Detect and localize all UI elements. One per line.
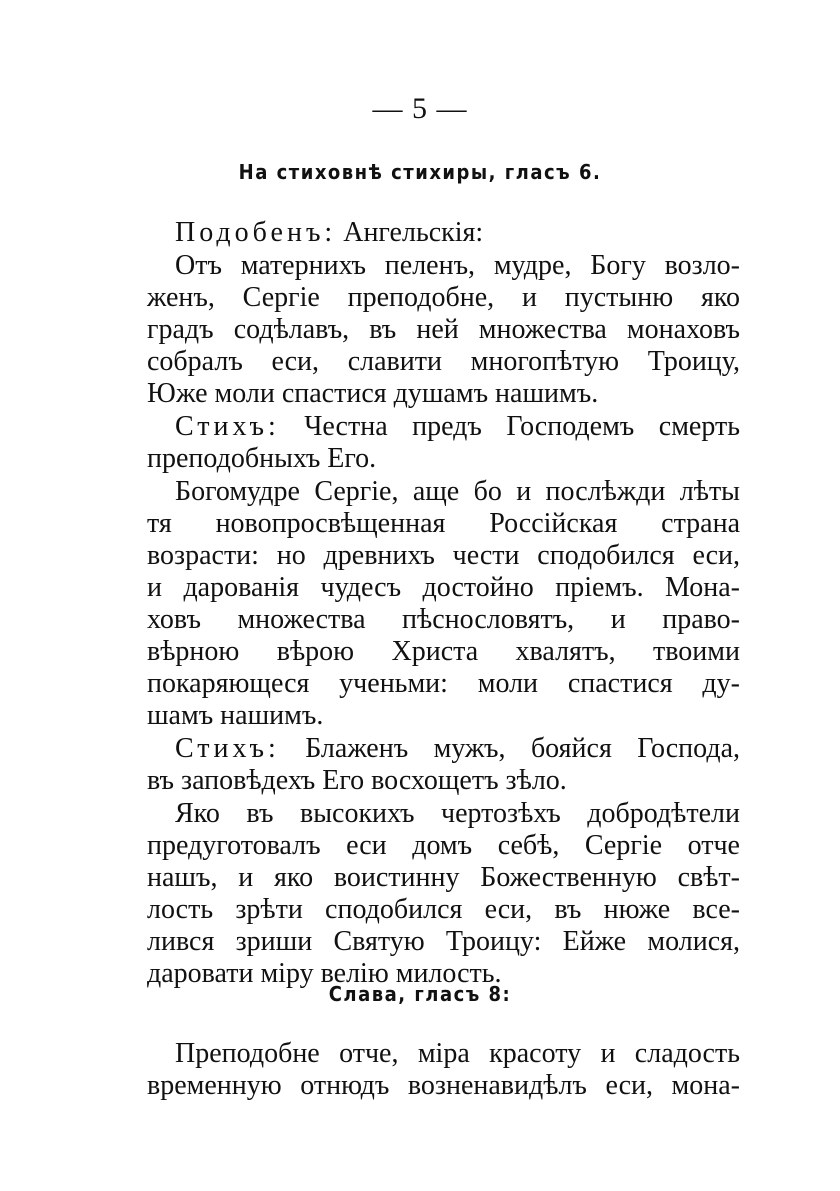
text-line: шамъ нашимъ.	[147, 700, 324, 731]
verse-label: Стихъ:	[175, 411, 280, 442]
section-heading-stikhiry: На стиховнѣ стихиры, гласъ 6.	[238, 160, 602, 184]
text-line: собралъ еси, славити многопѣтую Троицу,	[147, 346, 740, 377]
text-line: покаряющеся ученьми: моли спастися ду-	[147, 668, 740, 699]
verse-text: Блаженъ мужъ, бояйся Господа,	[305, 733, 740, 764]
text-line: лость зрѣти сподобился еси, въ нюже все-	[147, 894, 740, 925]
text-line: Преподобне отче, міра красоту и сладость	[175, 1038, 740, 1069]
verse-line: преподобныхъ Его.	[147, 443, 377, 474]
text-line: Богомудре Сергіе, аще бо и послѣжди лѣты	[175, 476, 740, 507]
podoben-label: Подобенъ:	[175, 217, 337, 248]
text-line: и дарованія чудесъ достойно пріемъ. Мона-	[147, 572, 740, 603]
text-line: Яко въ высокихъ чертозѣхъ добродѣтели	[175, 798, 740, 829]
page-number: — 5 —	[372, 92, 468, 125]
text-line: тя новопросвѣщенная Россійская страна	[147, 508, 740, 539]
text-line: временную отнюдъ возненавидѣлъ еси, мона-	[147, 1070, 740, 1101]
text-line: лився зриши Святую Троицу: Ейже молися,	[147, 926, 740, 957]
text-line: Юже моли спастися душамъ нашимъ.	[147, 378, 599, 409]
text-line: женъ, Сергіе преподобне, и пустыню яко	[147, 282, 740, 313]
text-line: ховъ множества пѣснословятъ, и право-	[147, 604, 740, 635]
verse-text: Честна предъ Господемъ смерть	[304, 411, 740, 442]
verse-line	[175, 409, 740, 445]
text-line: нашъ, и яко воистинну Божественную свѣт-	[147, 862, 740, 893]
verse-label: Стихъ:	[175, 733, 280, 764]
podoben-line	[175, 215, 740, 251]
text-line: Отъ матернихъ пеленъ, мудре, Богу возло-	[175, 250, 740, 281]
section-heading-slava: Слава, гласъ 8:	[328, 982, 512, 1006]
verse-line	[175, 731, 740, 767]
text-line: предуготовалъ еси домъ себѣ, Сергіе отче	[147, 830, 740, 861]
text-line: возрасти: но древнихъ чести сподобился еси,	[147, 540, 740, 571]
podoben-text: Ангельскія:	[343, 217, 484, 248]
text-line: вѣрною вѣрою Христа хвалятъ, твоими	[147, 636, 740, 667]
verse-line: въ заповѣдехъ Его восхощетъ зѣло.	[147, 765, 567, 796]
text-line: градъ содѣлавъ, въ ней множества монаховъ	[147, 314, 740, 345]
text-line: даровати міру велію милость.	[147, 958, 502, 989]
